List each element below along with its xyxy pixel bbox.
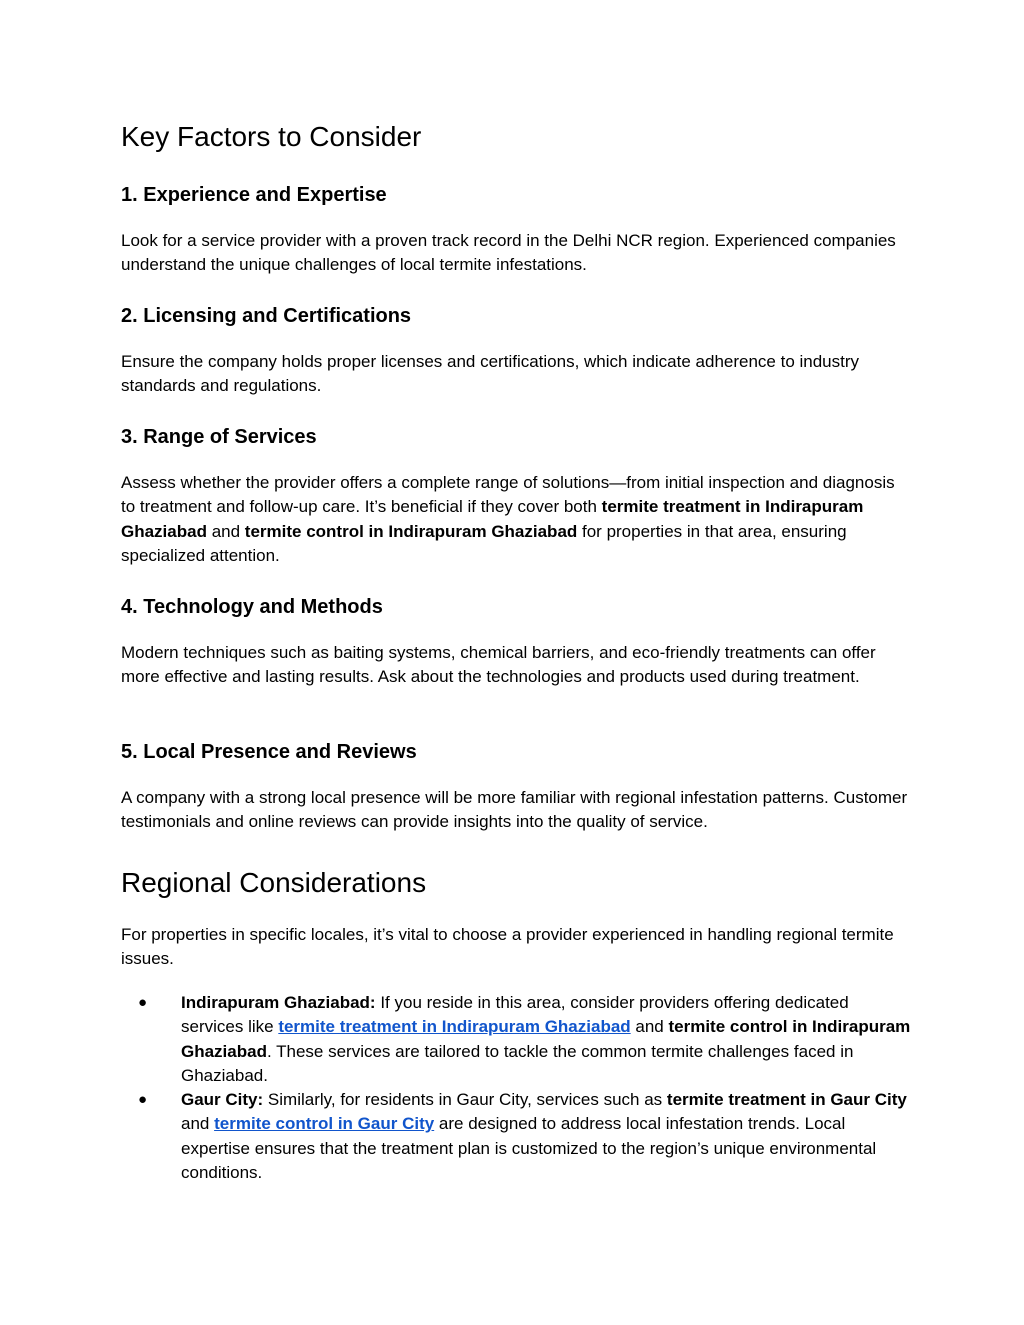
link-termite-treatment-indirapuram[interactable]: termite treatment in Indirapuram Ghaziabad: [278, 1017, 631, 1037]
text-run: If you reside in this area, consider providers offering dedicated services like: [181, 993, 849, 1037]
heading-experience: 1. Experience and Expertise: [121, 184, 387, 206]
paragraph-experience: Look for a service provider with a proven track record in the Delhi NCR region. Experienced companies understand the unique challenges of local termite infestations.: [121, 231, 896, 275]
text-run: . These services are tailored to tackle the common termite challenges faced in Ghaziabad.: [181, 1041, 854, 1085]
regional-bullet-list: [121, 991, 911, 1185]
bold-phrase: termite treatment in Indirapuram Ghaziabad: [121, 497, 864, 541]
bold-phrase: Gaur City:: [181, 1090, 264, 1110]
paragraph-technology: Modern techniques such as baiting systems, chemical barriers, and eco-friendly treatments can offer more effective and lasting results. Ask about the technologies and products used during treatment.: [121, 643, 876, 687]
text-run: for properties in that area, ensuring specialized attention.: [121, 521, 847, 565]
paragraph-licensing: Ensure the company holds proper licenses and certifications, which indicate adherence to industry standards and regulations.: [121, 352, 860, 396]
list-item: [121, 991, 911, 1088]
heading-licensing: 2. Licensing and Certifications: [121, 305, 412, 327]
bold-phrase: termite treatment in Gaur City: [666, 1090, 907, 1110]
heading-technology: 4. Technology and Methods: [121, 596, 383, 618]
list-item: [121, 1088, 911, 1185]
bullet-icon: ●: [138, 994, 148, 1011]
heading-local-presence: 5. Local Presence and Reviews: [121, 741, 417, 763]
paragraph-range-of-services: [121, 471, 911, 568]
text-run: Similarly, for residents in Gaur City, services such as: [263, 1090, 667, 1110]
bold-phrase: termite control in Indirapuram Ghaziabad: [181, 1017, 911, 1061]
paragraph-regional-intro: For properties in specific locales, it’s vital to choose a provider experienced in handling regional termite issues.: [121, 925, 894, 969]
text-run: Assess whether the provider offers a complete range of solutions—from initial inspection and diagnosis to treatment and follow-up care. It’s beneficial if they cover both: [121, 473, 895, 517]
heading-range-of-services: 3. Range of Services: [121, 426, 317, 448]
section-title-key-factors: Key Factors to Consider: [121, 121, 422, 152]
paragraph-local-presence: A company with a strong local presence will be more familiar with regional infestation patterns. Customer testimonials and online reviews can provide insights into the quality of service.: [121, 788, 908, 832]
text-run: and: [206, 521, 245, 541]
link-termite-control-gaur-city[interactable]: termite control in Gaur City: [214, 1114, 435, 1134]
bold-phrase: Indirapuram Ghaziabad:: [181, 993, 376, 1012]
bold-phrase: termite control in Indirapuram Ghaziabad: [244, 521, 578, 541]
text-run: and: [630, 1017, 669, 1037]
bullet-icon: ●: [138, 1091, 148, 1109]
text-run: and: [181, 1114, 215, 1134]
section-title-regional: Regional Considerations: [121, 867, 427, 898]
text-run: are designed to address local infestation trends. Local expertise ensures that the treatment plan is customized to the region’s unique environmental conditions.: [181, 1114, 877, 1183]
